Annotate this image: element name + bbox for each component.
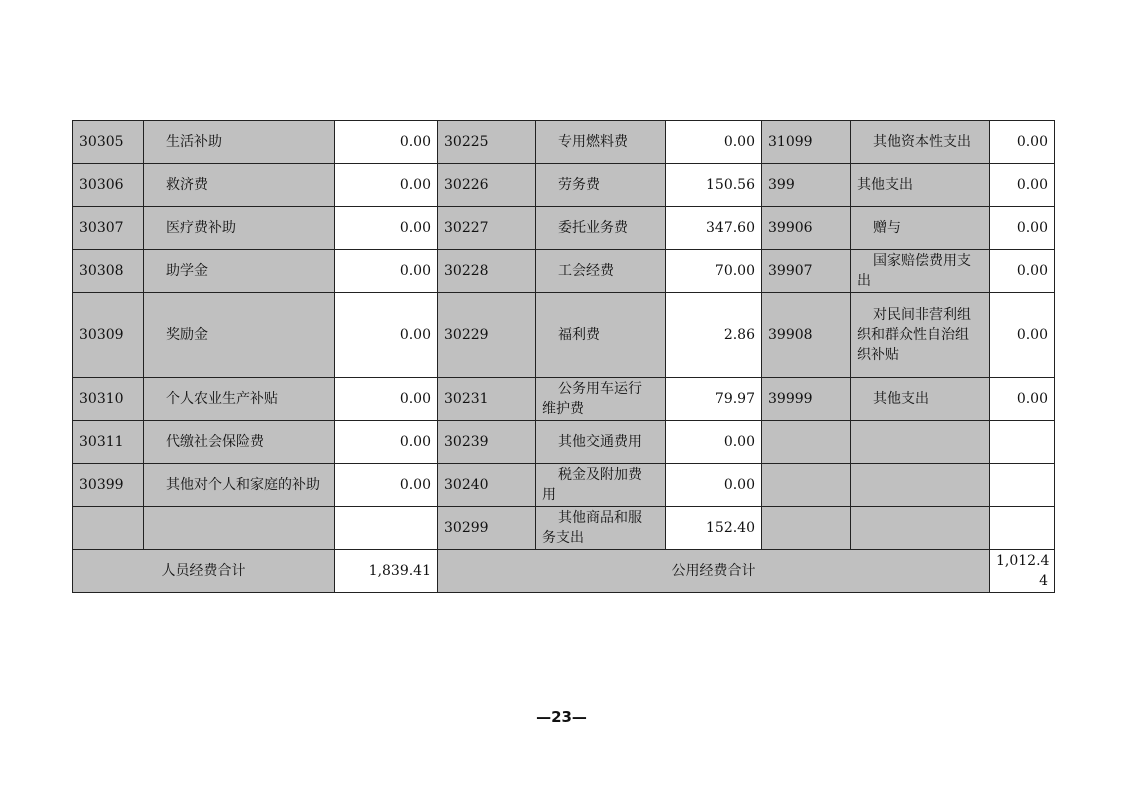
empty-cell xyxy=(762,464,851,507)
empty-cell xyxy=(851,507,990,550)
code-cell: 30229 xyxy=(438,293,536,378)
empty-cell xyxy=(73,507,144,550)
code-cell: 30226 xyxy=(438,164,536,207)
item-name-cell: 公务用车运行 维护费 xyxy=(536,378,666,421)
empty-cell xyxy=(762,507,851,550)
item-name-cell: 工会经费 xyxy=(536,250,666,293)
code-cell: 30227 xyxy=(438,207,536,250)
item-name-cell: 对民间非营利组 织和群众性自治组 织补贴 xyxy=(851,293,990,378)
personnel-total-amount: 1,839.41 xyxy=(335,550,438,593)
amount-cell: 79.97 xyxy=(666,378,762,421)
amount-cell: 0.00 xyxy=(335,464,438,507)
amount-cell: 0.00 xyxy=(335,421,438,464)
empty-cell xyxy=(144,507,335,550)
amount-cell: 0.00 xyxy=(335,121,438,164)
code-cell: 30225 xyxy=(438,121,536,164)
table-row xyxy=(73,464,1055,507)
item-name-cell: 奖励金 xyxy=(144,293,335,378)
empty-cell xyxy=(851,464,990,507)
amount-cell: 347.60 xyxy=(666,207,762,250)
amount-cell: 0.00 xyxy=(990,250,1055,293)
code-cell: 30240 xyxy=(438,464,536,507)
table-row xyxy=(73,250,1055,293)
code-cell: 30228 xyxy=(438,250,536,293)
table-row xyxy=(73,421,1055,464)
budget-table xyxy=(72,120,1055,593)
empty-cell xyxy=(851,421,990,464)
item-name-cell: 专用燃料费 xyxy=(536,121,666,164)
item-name-cell: 其他资本性支出 xyxy=(851,121,990,164)
amount-cell: 0.00 xyxy=(335,207,438,250)
amount-cell: 150.56 xyxy=(666,164,762,207)
code-cell: 30305 xyxy=(73,121,144,164)
table-row xyxy=(73,164,1055,207)
empty-cell xyxy=(990,507,1055,550)
table-row xyxy=(73,207,1055,250)
item-name-cell: 代缴社会保险费 xyxy=(144,421,335,464)
amount-cell: 2.86 xyxy=(666,293,762,378)
amount-cell: 0.00 xyxy=(990,164,1055,207)
empty-cell xyxy=(335,507,438,550)
personnel-total-label: 人员经费合计 xyxy=(73,550,335,593)
page-number: —23— xyxy=(536,708,587,726)
amount-cell: 0.00 xyxy=(990,207,1055,250)
amount-cell: 0.00 xyxy=(990,121,1055,164)
code-cell: 30308 xyxy=(73,250,144,293)
item-name-cell: 委托业务费 xyxy=(536,207,666,250)
table-row xyxy=(73,121,1055,164)
code-cell: 30239 xyxy=(438,421,536,464)
empty-cell xyxy=(762,421,851,464)
code-cell: 31099 xyxy=(762,121,851,164)
table-row xyxy=(73,507,1055,550)
amount-cell: 0.00 xyxy=(666,464,762,507)
item-name-cell: 其他对个人和家庭的补助 xyxy=(144,464,335,507)
empty-cell xyxy=(990,421,1055,464)
item-name-cell: 个人农业生产补贴 xyxy=(144,378,335,421)
table-row xyxy=(73,293,1055,378)
code-cell: 30299 xyxy=(438,507,536,550)
table-row xyxy=(73,378,1055,421)
code-cell: 30231 xyxy=(438,378,536,421)
code-cell: 39907 xyxy=(762,250,851,293)
amount-cell: 70.00 xyxy=(666,250,762,293)
empty-cell xyxy=(990,464,1055,507)
code-cell: 30310 xyxy=(73,378,144,421)
amount-cell: 0.00 xyxy=(335,378,438,421)
amount-cell: 0.00 xyxy=(666,121,762,164)
amount-cell: 152.40 xyxy=(666,507,762,550)
code-cell: 30306 xyxy=(73,164,144,207)
amount-cell: 0.00 xyxy=(335,293,438,378)
item-name-cell: 福利费 xyxy=(536,293,666,378)
code-cell: 39999 xyxy=(762,378,851,421)
item-name-cell: 生活补助 xyxy=(144,121,335,164)
item-name-cell: 国家赔偿费用支 出 xyxy=(851,250,990,293)
item-name-cell: 助学金 xyxy=(144,250,335,293)
item-name-cell: 税金及附加费 用 xyxy=(536,464,666,507)
code-cell: 30309 xyxy=(73,293,144,378)
code-cell: 30307 xyxy=(73,207,144,250)
item-name-cell: 其他支出 xyxy=(851,378,990,421)
amount-cell: 0.00 xyxy=(666,421,762,464)
code-cell: 30399 xyxy=(73,464,144,507)
item-name-cell: 劳务费 xyxy=(536,164,666,207)
public-total-label: 公用经费合计 xyxy=(438,550,990,593)
amount-cell: 0.00 xyxy=(335,250,438,293)
code-cell: 39908 xyxy=(762,293,851,378)
item-name-cell: 赠与 xyxy=(851,207,990,250)
item-name-cell: 医疗费补助 xyxy=(144,207,335,250)
public-total-amount: 1,012.4 4 xyxy=(990,550,1055,593)
totals-row xyxy=(73,550,1055,593)
code-cell: 30311 xyxy=(73,421,144,464)
amount-cell: 0.00 xyxy=(335,164,438,207)
amount-cell: 0.00 xyxy=(990,378,1055,421)
item-name-cell: 其他支出 xyxy=(851,164,990,207)
amount-cell: 0.00 xyxy=(990,293,1055,378)
item-name-cell: 其他交通费用 xyxy=(536,421,666,464)
code-cell: 39906 xyxy=(762,207,851,250)
code-cell: 399 xyxy=(762,164,851,207)
item-name-cell: 救济费 xyxy=(144,164,335,207)
item-name-cell: 其他商品和服 务支出 xyxy=(536,507,666,550)
